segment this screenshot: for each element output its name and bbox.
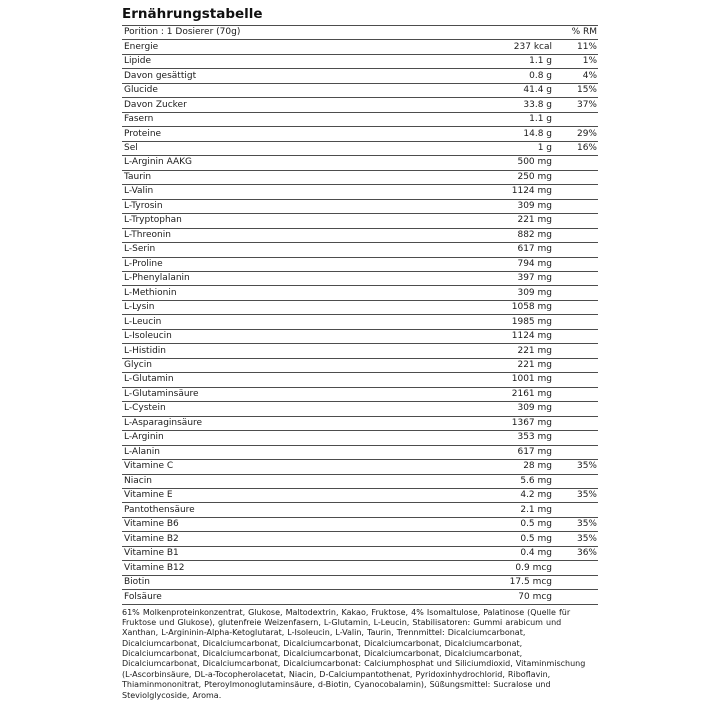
- row-label: L-Lysin: [124, 302, 155, 313]
- table-row: [122, 561, 598, 575]
- row-label: Vitamine E: [124, 490, 173, 501]
- table-row: [122, 344, 598, 358]
- table-row: [122, 301, 598, 315]
- row-value: 1367 mg: [511, 417, 552, 428]
- nutrition-table: [122, 25, 598, 605]
- table-row: [122, 127, 598, 141]
- row-value: 0.5 mg: [520, 533, 552, 544]
- row-label: L-Isoleucin: [124, 331, 172, 342]
- row-value: 14.8 g: [523, 128, 552, 139]
- row-label: Vitamine B6: [124, 519, 179, 530]
- table-row: [122, 417, 598, 431]
- row-label: Taurin: [124, 171, 152, 182]
- row-label: L-Methionin: [124, 287, 177, 298]
- row-label: Pantothensäure: [124, 504, 195, 515]
- row-value: 1 g: [537, 142, 552, 153]
- row-value: 2.1 mg: [520, 504, 552, 515]
- row-label: Vitamine B1: [124, 548, 179, 559]
- table-row: [122, 576, 598, 590]
- table-row: [122, 40, 598, 54]
- row-label: L-Asparaginsäure: [124, 417, 203, 428]
- row-label: Sel: [124, 142, 138, 153]
- row-label: L-Arginin AAKG: [124, 157, 193, 168]
- row-value: 1124 mg: [511, 186, 552, 197]
- row-label: Davon gesättigt: [124, 70, 197, 81]
- row-value: 0.5 mg: [520, 519, 552, 530]
- row-value: 17.5 mcg: [509, 577, 552, 588]
- row-label: Lipide: [124, 56, 151, 67]
- row-label: L-Cystein: [124, 403, 166, 414]
- table-row: [122, 315, 598, 329]
- row-label: L-Leucin: [124, 316, 162, 327]
- table-row: [122, 503, 598, 517]
- row-value: 309 mg: [517, 200, 552, 211]
- row-value: 1001 mg: [511, 374, 552, 385]
- table-row: [122, 171, 598, 185]
- row-value: 1.1 g: [529, 114, 552, 125]
- table-header-row: [122, 26, 598, 40]
- row-value: 33.8 g: [523, 99, 552, 110]
- table-row: [122, 532, 598, 546]
- row-value: 309 mg: [517, 287, 552, 298]
- row-value: 397 mg: [517, 273, 552, 284]
- row-label: L-Alanin: [124, 446, 160, 457]
- row-label: L-Proline: [124, 258, 163, 269]
- row-value: 28 mg: [523, 461, 552, 472]
- row-label: L-Valin: [124, 186, 154, 197]
- table-row: [122, 518, 598, 532]
- row-value: 500 mg: [517, 157, 552, 168]
- table-row: [122, 200, 598, 214]
- row-label: L-Arginin: [124, 432, 164, 443]
- row-value: 250 mg: [517, 171, 552, 182]
- row-label: L-Glutaminsäure: [124, 388, 199, 399]
- row-value: 1.1 g: [529, 56, 552, 67]
- row-label: Glucide: [124, 85, 158, 96]
- row-value: 309 mg: [517, 403, 552, 414]
- row-label: Davon Zucker: [124, 99, 187, 110]
- table-row: [122, 402, 598, 416]
- row-value: 1124 mg: [511, 331, 552, 342]
- table-row: [122, 431, 598, 445]
- table-row: [122, 142, 598, 156]
- row-label: Fasern: [124, 114, 154, 125]
- rm-header-label: % RM: [571, 27, 597, 38]
- row-rm: 35%: [576, 490, 597, 501]
- row-label: L-Phenylalanin: [124, 273, 190, 284]
- ingredients-text: 61% Molkenproteinkonzentrat, Glukose, Maltodextrin, Kakao, Fruktose, 4% Isomaltulose, Palatinose (Quelle für Fruktose und Glukose), glutenfreie Weizenfasern, L-Glutamin, L-Leucin, Stabilisatoren: Gummi arabicum und Xanthan, L-Argininin-Alpha-Ketoglutarat, L-Isoleucin, L-Valin, Taurin, Trennmittel: Dicalciumcarbonat, Dicalciumcarbonat, Dicalciumcarbonat, Dicalciumcarbonat, Dicalciumcarbonat, Dicalciumcarbonat, Dicalciumcarbonat, Dicalciumcarbonat, Dicalciumcarbonat, Dicalciumcarbonat, Dicalciumcarbonat, Dicalciumcarbonat, Dicalciumcarbonat, Dicalciumcarbonat: Calciumphosphat und Siliciumdioxid, Vitaminmischung (L-Ascorbinsäure, DL-a-Tocopherolacetat, Niacin, D-Calciumpantothenat, Pyridoxinhydrochlorid, Riboflavin, Thiaminmononitrat, Pteroylmonoglutaminsäure, d-Biotin, Cyanocobalamin), Süßungsmittel: Sucralose und Steviolglycoside, Aroma.: [122, 607, 586, 700]
- row-value: 5.6 mg: [520, 475, 552, 486]
- row-rm: 4%: [582, 70, 597, 81]
- page-title: Ernährungstabelle: [122, 6, 263, 22]
- row-label: Folsäure: [124, 591, 162, 602]
- row-label: Vitamine B2: [124, 533, 179, 544]
- row-rm: 15%: [576, 85, 597, 96]
- row-rm: 29%: [576, 128, 597, 139]
- table-row: [122, 590, 598, 604]
- row-label: Glycin: [124, 360, 152, 371]
- table-row: [122, 446, 598, 460]
- row-label: Energie: [124, 41, 159, 52]
- row-label: Proteine: [124, 128, 162, 139]
- table-row: [122, 359, 598, 373]
- row-rm: 11%: [576, 41, 597, 52]
- row-label: Vitamine B12: [124, 562, 185, 573]
- table-row: [122, 330, 598, 344]
- row-value: 221 mg: [517, 345, 552, 356]
- table-row: [122, 373, 598, 387]
- row-value: 617 mg: [517, 446, 552, 457]
- row-label: Niacin: [124, 475, 152, 486]
- table-row: [122, 258, 598, 272]
- row-rm: 35%: [576, 461, 597, 472]
- row-label: L-Threonin: [124, 229, 171, 240]
- portion-header-label: Porition : 1 Dosierer (70g): [124, 27, 241, 38]
- row-value: 794 mg: [517, 258, 552, 269]
- table-row: [122, 388, 598, 402]
- row-label: Vitamine C: [124, 461, 174, 472]
- row-rm: 16%: [576, 142, 597, 153]
- table-row: [122, 98, 598, 112]
- row-label: L-Serin: [124, 244, 156, 255]
- row-value: 617 mg: [517, 244, 552, 255]
- row-label: L-Tyrosin: [124, 200, 163, 211]
- row-value: 1058 mg: [511, 302, 552, 313]
- row-value: 0.8 g: [529, 70, 552, 81]
- row-value: 237 kcal: [513, 41, 552, 52]
- table-row: [122, 489, 598, 503]
- table-row: [122, 113, 598, 127]
- row-value: 4.2 mg: [520, 490, 552, 501]
- table-row: [122, 460, 598, 474]
- table-row: [122, 243, 598, 257]
- row-value: 221 mg: [517, 360, 552, 371]
- row-value: 0.4 mg: [520, 548, 552, 559]
- table-row: [122, 475, 598, 489]
- nutrition-panel: [122, 7, 598, 701]
- table-row: [122, 286, 598, 300]
- table-row: [122, 229, 598, 243]
- row-value: 221 mg: [517, 215, 552, 226]
- row-rm: 36%: [576, 548, 597, 559]
- row-rm: 1%: [582, 56, 597, 67]
- row-value: 353 mg: [517, 432, 552, 443]
- row-value: 0.9 mcg: [515, 562, 552, 573]
- row-value: 41.4 g: [523, 85, 552, 96]
- table-row: [122, 55, 598, 69]
- row-value: 1985 mg: [511, 316, 552, 327]
- table-row: [122, 69, 598, 83]
- table-row: [122, 547, 598, 561]
- row-value: 70 mcg: [518, 591, 552, 602]
- row-label: L-Tryptophan: [124, 215, 182, 226]
- row-label: L-Histidin: [124, 345, 167, 356]
- row-rm: 35%: [576, 519, 597, 530]
- table-row: [122, 185, 598, 199]
- table-row: [122, 214, 598, 228]
- row-label: Biotin: [124, 577, 150, 588]
- row-value: 2161 mg: [511, 388, 552, 399]
- row-value: 882 mg: [517, 229, 552, 240]
- row-rm: 37%: [576, 99, 597, 110]
- table-row: [122, 156, 598, 170]
- table-body: [122, 40, 598, 604]
- table-row: [122, 272, 598, 286]
- row-label: L-Glutamin: [124, 374, 174, 385]
- table-row: [122, 84, 598, 98]
- row-rm: 35%: [576, 533, 597, 544]
